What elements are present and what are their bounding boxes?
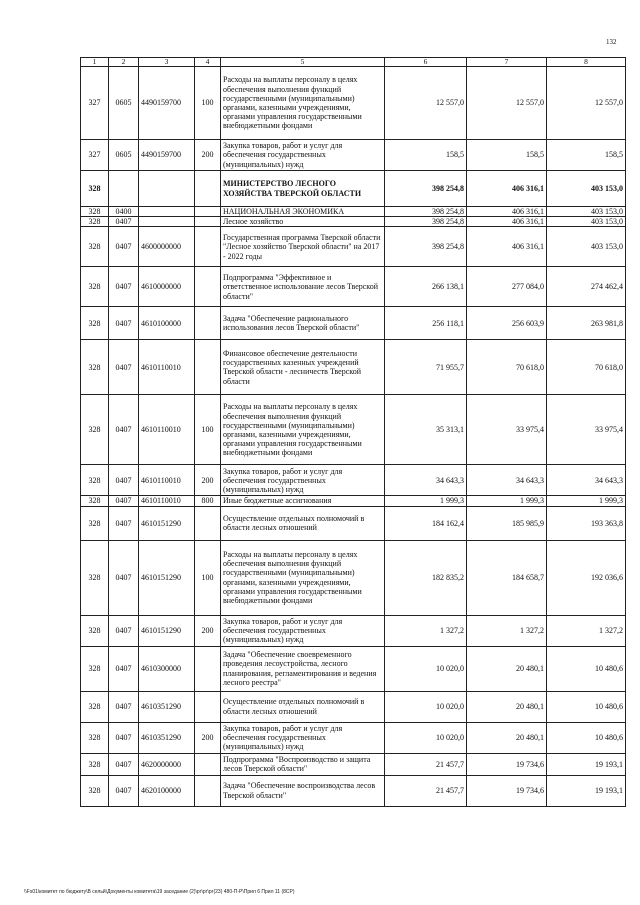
amount-col7: 406 316,1: [467, 171, 547, 207]
amount-col6: 10 020,0: [385, 722, 467, 753]
target-article-code: 4610151290: [139, 540, 195, 615]
expense-type-code: [195, 207, 221, 217]
amount-col6: 1 999,3: [385, 496, 467, 506]
target-article-code: 4610110010: [139, 465, 195, 496]
item-description: Подпрограмма "Воспроизводство и защита лесов Тверской области": [221, 753, 385, 775]
amount-col7: 20 480,1: [467, 646, 547, 691]
table-row: [81, 217, 626, 227]
amount-col7: 406 316,1: [467, 227, 547, 267]
amount-col8: 19 193,1: [547, 775, 626, 806]
ministry-code: 328: [81, 465, 109, 496]
amount-col8: 193 363,8: [547, 506, 626, 540]
amount-col7: 20 480,1: [467, 691, 547, 722]
item-description: НАЦИОНАЛЬНАЯ ЭКОНОМИКА: [221, 207, 385, 217]
column-number: 6: [385, 58, 467, 67]
amount-col8: 1 327,2: [547, 615, 626, 646]
ministry-code: 327: [81, 140, 109, 171]
expense-type-code: 200: [195, 615, 221, 646]
ministry-code: 328: [81, 722, 109, 753]
amount-col6: 266 138,1: [385, 267, 467, 307]
amount-col7: 158,5: [467, 140, 547, 171]
item-description: Осуществление отдельных полномочий в области лесных отношений: [221, 506, 385, 540]
target-article-code: 4490159700: [139, 140, 195, 171]
expense-type-code: 100: [195, 67, 221, 140]
ministry-code: 328: [81, 691, 109, 722]
amount-col6: 184 162,4: [385, 506, 467, 540]
amount-col8: 274 462,4: [547, 267, 626, 307]
table-row: [81, 753, 626, 775]
column-number: 4: [195, 58, 221, 67]
amount-col8: 403 153,0: [547, 171, 626, 207]
expense-type-code: [195, 340, 221, 395]
item-description: Закупка товаров, работ и услуг для обеспечения государственных (муниципальных) нужд: [221, 722, 385, 753]
target-article-code: 4600000000: [139, 227, 195, 267]
column-number: 3: [139, 58, 195, 67]
target-article-code: 4610110010: [139, 496, 195, 506]
ministry-code: 328: [81, 540, 109, 615]
amount-col7: 19 734,6: [467, 753, 547, 775]
amount-col6: 256 118,1: [385, 307, 467, 340]
amount-col8: 12 557,0: [547, 67, 626, 140]
item-description: Расходы на выплаты персоналу в целях обеспечения выполнения функций государственными (муниципальными) органами, казенными учреждениями, органами управления государственными внебюджетными фондами: [221, 395, 385, 465]
section-code: 0407: [109, 615, 139, 646]
amount-col7: 12 557,0: [467, 67, 547, 140]
amount-col7: 1 327,2: [467, 615, 547, 646]
table-row: [81, 267, 626, 307]
amount-col7: 1 999,3: [467, 496, 547, 506]
item-description: Иные бюджетные ассигнования: [221, 496, 385, 506]
amount-col7: 256 603,9: [467, 307, 547, 340]
ministry-code: 328: [81, 646, 109, 691]
amount-col6: 71 955,7: [385, 340, 467, 395]
expense-type-code: [195, 775, 221, 806]
section-code: 0407: [109, 217, 139, 227]
amount-col6: 35 313,1: [385, 395, 467, 465]
amount-col6: 21 457,7: [385, 753, 467, 775]
ministry-code: 328: [81, 496, 109, 506]
amount-col8: 10 480,6: [547, 722, 626, 753]
amount-col6: 12 557,0: [385, 67, 467, 140]
amount-col7: 184 658,7: [467, 540, 547, 615]
item-description: Расходы на выплаты персоналу в целях обеспечения выполнения функций государственными (муниципальными) органами, казенными учреждениями, органами управления государственными внебюджетными фондами: [221, 540, 385, 615]
ministry-code: 328: [81, 207, 109, 217]
amount-col8: 33 975,4: [547, 395, 626, 465]
expense-type-code: [195, 267, 221, 307]
amount-col7: 34 643,3: [467, 465, 547, 496]
column-number: 7: [467, 58, 547, 67]
target-article-code: [139, 207, 195, 217]
section-code: 0407: [109, 691, 139, 722]
amount-col6: 10 020,0: [385, 691, 467, 722]
expense-type-code: [195, 691, 221, 722]
amount-col6: 398 254,8: [385, 227, 467, 267]
table-row: [81, 646, 626, 691]
table-row: [81, 722, 626, 753]
ministry-code: 328: [81, 506, 109, 540]
section-code: 0407: [109, 496, 139, 506]
amount-col6: 34 643,3: [385, 465, 467, 496]
target-article-code: 4620100000: [139, 775, 195, 806]
item-description: Осуществление отдельных полномочий в области лесных отношений: [221, 691, 385, 722]
table-row: [81, 496, 626, 506]
ministry-code: 328: [81, 753, 109, 775]
expense-type-code: 200: [195, 140, 221, 171]
amount-col8: 10 480,6: [547, 691, 626, 722]
target-article-code: [139, 171, 195, 207]
amount-col8: 263 981,8: [547, 307, 626, 340]
item-description: Закупка товаров, работ и услуг для обеспечения государственных (муниципальных) нужд: [221, 615, 385, 646]
table-row: [81, 775, 626, 806]
section-code: 0407: [109, 307, 139, 340]
amount-col6: 1 327,2: [385, 615, 467, 646]
target-article-code: 4610151290: [139, 615, 195, 646]
expense-type-code: [195, 646, 221, 691]
expense-type-code: [195, 307, 221, 340]
ministry-code: 327: [81, 67, 109, 140]
section-code: 0407: [109, 722, 139, 753]
table-row: [81, 67, 626, 140]
expense-type-code: 200: [195, 465, 221, 496]
section-code: 0407: [109, 227, 139, 267]
column-number: 2: [109, 58, 139, 67]
ministry-code: 328: [81, 615, 109, 646]
target-article-code: 4610000000: [139, 267, 195, 307]
target-article-code: 4610110010: [139, 395, 195, 465]
target-article-code: [139, 217, 195, 227]
expense-type-code: [195, 171, 221, 207]
table-body: [81, 58, 626, 807]
amount-col8: 19 193,1: [547, 753, 626, 775]
item-description: Государственная программа Тверской области "Лесное хозяйство Тверской области" на 2017 - 2022 годы: [221, 227, 385, 267]
amount-col7: 20 480,1: [467, 722, 547, 753]
section-code: 0407: [109, 753, 139, 775]
section-code: 0407: [109, 775, 139, 806]
section-code: 0400: [109, 207, 139, 217]
table-row: [81, 506, 626, 540]
table-row: [81, 615, 626, 646]
amount-col8: 1 999,3: [547, 496, 626, 506]
column-number: 5: [221, 58, 385, 67]
table-row: [81, 395, 626, 465]
target-article-code: 4610300000: [139, 646, 195, 691]
amount-col7: 185 985,9: [467, 506, 547, 540]
amount-col8: 34 643,3: [547, 465, 626, 496]
amount-col8: 70 618,0: [547, 340, 626, 395]
amount-col8: 192 036,6: [547, 540, 626, 615]
ministry-code: 328: [81, 217, 109, 227]
section-code: 0407: [109, 267, 139, 307]
amount-col7: 70 618,0: [467, 340, 547, 395]
expense-type-code: [195, 217, 221, 227]
section-code: 0605: [109, 140, 139, 171]
amount-col6: 182 835,2: [385, 540, 467, 615]
amount-col6: 21 457,7: [385, 775, 467, 806]
amount-col6: 158,5: [385, 140, 467, 171]
section-code: 0407: [109, 395, 139, 465]
amount-col8: 403 153,0: [547, 227, 626, 267]
amount-col7: 406 316,1: [467, 207, 547, 217]
table-row: [81, 171, 626, 207]
budget-table: [80, 57, 626, 807]
target-article-code: 4610351290: [139, 691, 195, 722]
amount-col7: 406 316,1: [467, 217, 547, 227]
target-article-code: 4490159700: [139, 67, 195, 140]
table-row: [81, 307, 626, 340]
item-description: Лесное хозяйство: [221, 217, 385, 227]
item-description: Задача "Обеспечение своевременного проведения лесоустройства, лесного планирования, регламентирования и ведения лесного реестра": [221, 646, 385, 691]
section-code: 0407: [109, 646, 139, 691]
amount-col8: 10 480,6: [547, 646, 626, 691]
table-row: [81, 340, 626, 395]
footer-file-path: \\Fs01\комитет по бюджету\В сельй\Документы комитета\19 заседание (2)\рг\рг\рг(23) 480-П-Р\Прил 6 Прил 11 (8СР): [24, 889, 295, 895]
expense-type-code: 100: [195, 540, 221, 615]
amount-col7: 277 084,0: [467, 267, 547, 307]
ministry-code: 328: [81, 340, 109, 395]
target-article-code: 4610151290: [139, 506, 195, 540]
ministry-code: 328: [81, 775, 109, 806]
amount-col8: 158,5: [547, 140, 626, 171]
target-article-code: 4610110010: [139, 340, 195, 395]
item-description: Закупка товаров, работ и услуг для обеспечения государственных (муниципальных) нужд: [221, 140, 385, 171]
table-row: [81, 540, 626, 615]
amount-col6: 398 254,8: [385, 217, 467, 227]
section-code: 0407: [109, 506, 139, 540]
expense-type-code: [195, 227, 221, 267]
ministry-code: 328: [81, 307, 109, 340]
item-description: Подпрограмма "Эффективное и ответственное использование лесов Тверской области": [221, 267, 385, 307]
column-number: 8: [547, 58, 626, 67]
section-code: [109, 171, 139, 207]
amount-col7: 33 975,4: [467, 395, 547, 465]
item-description: Закупка товаров, работ и услуг для обеспечения государственных (муниципальных) нужд: [221, 465, 385, 496]
section-code: 0407: [109, 465, 139, 496]
ministry-code: 328: [81, 171, 109, 207]
expense-type-code: [195, 506, 221, 540]
table-row: [81, 691, 626, 722]
item-description: Финансовое обеспечение деятельности государственных казенных учреждений Тверской области - лесничеств Тверской области: [221, 340, 385, 395]
column-number-row: [81, 58, 626, 67]
ministry-code: 328: [81, 395, 109, 465]
amount-col8: 403 153,0: [547, 207, 626, 217]
expense-type-code: [195, 753, 221, 775]
section-code: 0407: [109, 340, 139, 395]
item-description: МИНИСТЕРСТВО ЛЕСНОГО ХОЗЯЙСТВА ТВЕРСКОЙ ОБЛАСТИ: [221, 171, 385, 207]
amount-col7: 19 734,6: [467, 775, 547, 806]
item-description: Задача "Обеспечение рационального использования лесов Тверской области": [221, 307, 385, 340]
page-number: 132: [606, 38, 617, 46]
table-row: [81, 227, 626, 267]
section-code: 0605: [109, 67, 139, 140]
expense-type-code: 200: [195, 722, 221, 753]
table-row: [81, 207, 626, 217]
item-description: Задача "Обеспечение воспроизводства лесов Тверской области": [221, 775, 385, 806]
ministry-code: 328: [81, 227, 109, 267]
amount-col8: 403 153,0: [547, 217, 626, 227]
amount-col6: 398 254,8: [385, 207, 467, 217]
table-row: [81, 465, 626, 496]
target-article-code: 4610351290: [139, 722, 195, 753]
amount-col6: 398 254,8: [385, 171, 467, 207]
column-number: 1: [81, 58, 109, 67]
ministry-code: 328: [81, 267, 109, 307]
target-article-code: 4620000000: [139, 753, 195, 775]
target-article-code: 4610100000: [139, 307, 195, 340]
expense-type-code: 100: [195, 395, 221, 465]
item-description: Расходы на выплаты персоналу в целях обеспечения выполнения функций государственными (муниципальными) органами, казенными учреждениями, органами управления государственными внебюджетными фондами: [221, 67, 385, 140]
expense-type-code: 800: [195, 496, 221, 506]
table-row: [81, 140, 626, 171]
amount-col6: 10 020,0: [385, 646, 467, 691]
section-code: 0407: [109, 540, 139, 615]
